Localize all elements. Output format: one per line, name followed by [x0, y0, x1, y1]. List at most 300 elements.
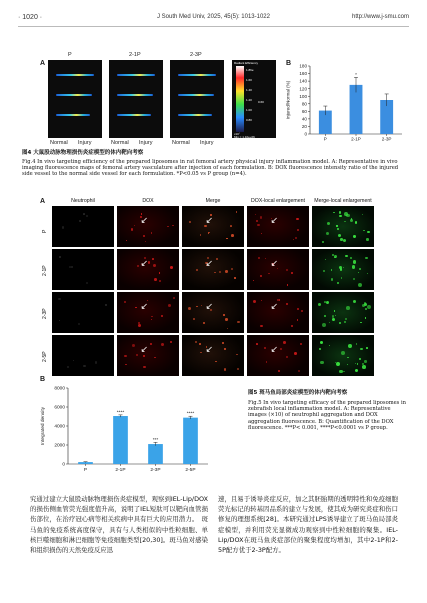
fluorescence-speck — [147, 300, 149, 302]
fig5-microscopy-tile — [247, 292, 309, 333]
fluorescence-speck — [343, 239, 346, 242]
fluorescence-speck — [279, 299, 281, 301]
x-tick-label: 2-1P — [351, 136, 361, 142]
fig5-row-label: 2-1P — [42, 264, 48, 276]
fluorescence-speck — [367, 231, 370, 234]
fluorescence-speck — [203, 322, 205, 324]
fluorescence-speck — [196, 269, 198, 271]
colorbar-tick: 0.80 — [246, 118, 252, 122]
fluorescence-speck — [345, 255, 347, 257]
y-tick-label: 0 — [62, 462, 65, 468]
fluorescence-speck — [295, 237, 297, 239]
x-tick-label: 2-3P — [381, 136, 392, 142]
fluorescence-speck — [322, 323, 326, 327]
fluorescence-speck — [86, 215, 88, 217]
fluorescence-speck — [268, 273, 269, 274]
journal-url[interactable]: http://www.j-smu.com — [351, 14, 409, 20]
fluorescence-speck — [216, 258, 218, 260]
fig4-side-label: Normal — [111, 140, 129, 146]
fluorescence-speck — [365, 257, 368, 260]
x-tick-label: P — [323, 136, 327, 142]
fluorescence-speck — [193, 318, 195, 320]
colorbar-tick: 1.40 — [246, 88, 252, 92]
fluorescence-speck — [357, 363, 359, 365]
fluorescence-speck — [214, 272, 215, 273]
fluorescence-speck — [343, 371, 345, 373]
fluorescence-speck — [329, 345, 330, 346]
fluorescence-speck — [161, 315, 163, 317]
fluorescence-speck — [319, 348, 321, 350]
fluorescence-speck — [67, 366, 69, 368]
fluorescence-speck — [224, 348, 226, 350]
fluorescence-speck — [264, 347, 266, 349]
fluorescence-speck — [256, 343, 258, 345]
fluorescence-speck — [277, 299, 278, 300]
fig5-panel-b-letter: B — [40, 376, 46, 383]
fluorescence-speck — [297, 319, 299, 321]
arrow-icon: ↙ — [140, 259, 149, 270]
fig5-row-label: 2-3P — [42, 307, 48, 319]
y-tick-label: 100 — [299, 93, 307, 99]
fluorescence-speck — [341, 277, 342, 278]
fig5-microscopy-tile — [182, 335, 244, 376]
fluorescence-speck — [324, 301, 326, 303]
fig5-microscopy-tile — [312, 335, 374, 376]
fluorescence-speck — [137, 265, 139, 267]
fluorescence-speck — [159, 280, 160, 281]
fluorescence-speck — [336, 225, 337, 226]
fluorescence-speck — [200, 234, 202, 236]
fig4-caption-zh: 图4 大鼠股动脉物理损伤炎症模型的体内靶向考察 — [22, 150, 144, 156]
fig4-panel-a-letter: A — [40, 60, 46, 67]
fluorescence-speck — [208, 232, 209, 233]
fig4-side-label: Normal — [172, 140, 190, 146]
fluorescence-speck — [346, 306, 350, 310]
fluorescence-speck — [301, 310, 304, 313]
fluorescence-speck — [138, 324, 141, 327]
fig4-group-label: 2-3P — [190, 52, 202, 58]
fluorescence-speck — [237, 321, 240, 324]
fluorescence-speck — [265, 258, 266, 259]
fig5-row-label: 2-5P — [42, 350, 48, 362]
fluorescence-speck — [291, 272, 294, 275]
fluorescence-speck — [95, 361, 98, 364]
fluorescence-speck — [334, 310, 335, 311]
fluorescence-speck — [223, 314, 225, 316]
fluorescence-speck — [136, 354, 138, 356]
fluorescence-speck — [358, 272, 360, 274]
fluorescence-speck — [363, 230, 365, 232]
vessel-signal — [56, 74, 94, 76]
fluorescence-speck — [227, 328, 228, 329]
fluorescence-speck — [347, 357, 348, 358]
fluorescence-speck — [360, 348, 363, 351]
fluorescence-speck — [344, 321, 347, 324]
bar — [183, 418, 198, 464]
fluorescence-speck — [188, 307, 191, 310]
fig5-microscopy-tile — [247, 335, 309, 376]
fluorescence-speck — [170, 266, 173, 269]
y-tick-label: 80 — [301, 101, 307, 107]
fig5-column-title: DOX-local enlargement — [251, 198, 305, 204]
fluorescence-speck — [359, 358, 361, 360]
vessel-signal — [178, 94, 214, 96]
fig5-caption-en: Fig.5 In vivo targeting efficacy of the prepared liposomes in zebrafish local inflammation model. A: Representative images (×10) of neutrophil aggregation and DOX aggregation fluorescence. B: Quantification of the DOX fluorescence. ***P< 0.001, ****P<0.0001 vs P group. — [248, 400, 406, 431]
fluorescence-speck — [300, 343, 302, 345]
fluorescence-speck — [365, 317, 367, 319]
y-tick-label: 20 — [301, 124, 307, 130]
fluorescence-speck — [261, 300, 262, 301]
fig5-microscopy-tile — [247, 249, 309, 290]
fluorescence-speck — [326, 301, 329, 304]
fluorescence-speck — [340, 238, 343, 241]
fluorescence-speck — [323, 270, 325, 272]
fluorescence-speck — [159, 272, 160, 273]
page-number: · 1020 · — [18, 14, 43, 21]
fluorescence-speck — [339, 370, 343, 374]
fluorescence-speck — [124, 355, 127, 358]
colorbar-max: Min = 1.10e+06 — [234, 135, 255, 139]
fluorescence-speck — [293, 239, 294, 240]
body-text-right-column: 速，且易于诱导炎症反应，加之其胚胎期的透明特性和免疫细胞荧光标记的转基因品系的建立与发展，使其成为研究炎症和伤口修复的理想系统[28]。本研究通过LPS诱导建立了斑马鱼局部炎症模型，并利用荧光显微成功观察到中性粒细胞的聚集。IEL-Lip/DOX在斑马鱼炎症部位的聚集程度均增加，其中2-1P和2-5P配方优于2-3P配方。 — [218, 495, 398, 555]
fig5-column-title: Neutrophil — [71, 198, 95, 204]
fluorescence-speck — [234, 277, 236, 279]
fluorescence-speck — [355, 369, 358, 372]
fluorescence-speck — [154, 278, 157, 281]
fluorescence-speck — [236, 354, 238, 356]
colorbar-tick: 1.60 — [246, 78, 252, 82]
fluorescence-speck — [201, 305, 203, 307]
fluorescence-speck — [200, 352, 201, 353]
fluorescence-speck — [338, 234, 341, 237]
fluorescence-speck — [215, 361, 216, 362]
fig5-microscopy-tile — [247, 206, 309, 247]
fig5-microscopy-tile — [52, 292, 114, 333]
bar — [113, 416, 128, 464]
fluorescence-speck — [280, 348, 282, 350]
fluorescence-speck — [222, 342, 224, 344]
fluorescence-speck — [336, 362, 340, 366]
fig4-fluorescence-image — [109, 60, 163, 138]
y-tick-label: 160 — [299, 71, 307, 77]
fluorescence-speck — [260, 275, 262, 277]
fig5-microscopy-tile — [52, 249, 114, 290]
journal-citation: J South Med Univ, 2025, 45(5): 1013-1022 — [157, 14, 270, 20]
fluorescence-speck — [325, 259, 326, 260]
vessel-signal — [117, 74, 155, 76]
fluorescence-speck — [151, 232, 153, 234]
fig4-group-label: 2-1P — [129, 52, 141, 58]
fluorescence-speck — [195, 341, 197, 343]
fluorescence-speck — [253, 300, 256, 303]
significance-label: *** — [152, 437, 159, 443]
fluorescence-speck — [332, 318, 335, 321]
fluorescence-speck — [62, 226, 64, 228]
fluorescence-speck — [153, 264, 156, 267]
fluorescence-speck — [331, 278, 333, 280]
fluorescence-speck — [173, 297, 175, 299]
fluorescence-speck — [256, 220, 258, 222]
fig5-microscopy-tile — [182, 249, 244, 290]
fluorescence-speck — [326, 232, 329, 235]
fluorescence-speck — [332, 315, 334, 317]
fluorescence-speck — [225, 270, 228, 273]
fluorescence-speck — [141, 213, 143, 215]
fluorescence-speck — [366, 347, 368, 349]
fig5b-bar-chart — [38, 380, 214, 478]
fluorescence-speck — [168, 304, 171, 307]
fig4-panel-b-letter: B — [286, 60, 292, 67]
fluorescence-speck — [253, 280, 254, 281]
fluorescence-speck — [225, 318, 228, 321]
fig5-column-title: Merge — [205, 198, 221, 204]
fluorescence-speck — [134, 225, 135, 226]
fig4-side-label: Normal — [50, 140, 68, 146]
fluorescence-speck — [324, 315, 326, 317]
fluorescence-speck — [350, 257, 352, 259]
fluorescence-speck — [294, 352, 297, 355]
fluorescence-speck — [339, 215, 342, 218]
fluorescence-speck — [266, 361, 267, 362]
fluorescence-speck — [347, 364, 348, 365]
fluorescence-speck — [353, 260, 356, 263]
fluorescence-speck — [344, 221, 346, 223]
arrow-icon: ↙ — [205, 216, 214, 227]
fluorescence-speck — [337, 228, 339, 230]
fluorescence-speck — [353, 300, 356, 303]
y-axis-label: Injured/Normal (%) — [285, 80, 291, 120]
fluorescence-speck — [364, 360, 366, 362]
fluorescence-speck — [189, 221, 191, 223]
vessel-signal — [178, 74, 216, 76]
arrow-icon: ↙ — [270, 345, 279, 356]
fluorescence-speck — [152, 258, 154, 260]
significance-label: **** — [116, 410, 125, 416]
fluorescence-speck — [143, 235, 145, 237]
fig4-side-label: Injury — [200, 140, 214, 146]
fluorescence-speck — [226, 238, 228, 240]
y-tick-label: 2000 — [54, 443, 65, 449]
fluorescence-speck — [339, 322, 342, 325]
fluorescence-speck — [367, 273, 368, 274]
fluorescence-speck — [287, 284, 289, 286]
fluorescence-speck — [83, 213, 85, 215]
x-tick-label: 2-1P — [115, 467, 126, 473]
y-tick-label: 4000 — [54, 424, 65, 430]
body-text-left-column: 究通过建立大鼠股动脉物理损伤炎症模型，观察到IEL-Lip/DOX的损伤侧血管荧光强度值升高，说明了IEL短肽可以靶向血管损伤部位，在治疗冠心病等相关疾病中具有巨大的应用潜力。 斑马鱼的免疫系统高度保守，具有与人类相似的中性粒细胞、单核巨噬细胞和淋巴细胞等免疫细胞类型[20,30]。斑马鱼对感染和组织损伤的天然免疫反应迅 — [30, 495, 208, 555]
fluorescence-speck — [367, 305, 371, 309]
y-tick-label: 40 — [301, 116, 307, 122]
fluorescence-speck — [78, 323, 80, 325]
y-tick-label: 0 — [304, 131, 307, 137]
colorbar-units: 0.60 — [258, 100, 264, 104]
arrow-icon: ↙ — [140, 302, 149, 313]
y-tick-label: 60 — [301, 108, 307, 114]
fluorescence-speck — [296, 218, 298, 220]
fluorescence-speck — [341, 351, 345, 355]
fluorescence-speck — [345, 318, 347, 320]
fluorescence-speck — [86, 282, 88, 284]
fig5-column-title: Merge-local enlargement — [314, 198, 372, 204]
vessel-signal — [117, 114, 151, 116]
fluorescence-speck — [362, 214, 363, 215]
fluorescence-speck — [297, 308, 299, 310]
colorbar-tick: 1.86e — [246, 68, 254, 72]
vessel-signal — [56, 94, 92, 96]
arrow-icon: ↙ — [205, 345, 214, 356]
fluorescence-speck — [335, 315, 336, 316]
colorbar-gradient — [236, 66, 244, 132]
fluorescence-speck — [257, 224, 259, 226]
fluorescence-speck — [333, 212, 335, 214]
fluorescence-speck — [352, 265, 356, 269]
fluorescence-speck — [320, 341, 324, 345]
fluorescence-speck — [59, 256, 61, 258]
fluorescence-speck — [105, 304, 106, 305]
fluorescence-speck — [334, 255, 337, 258]
fluorescence-speck — [350, 219, 353, 222]
fig4-group-label: P — [68, 52, 72, 58]
fluorescence-speck — [329, 322, 330, 323]
arrow-icon: ↙ — [270, 216, 279, 227]
fig4-fluorescence-image — [48, 60, 102, 138]
colorbar-tick: 1.00 — [246, 108, 252, 112]
header-rule — [18, 26, 409, 27]
fluorescence-speck — [167, 226, 168, 227]
fluorescence-speck — [362, 365, 366, 369]
fluorescence-speck — [322, 241, 324, 243]
fig4-caption-en: Fig.4 In vivo targeting efficiency of the prepared liposomes in rat femoral artery physical injury inflammation model. A: Representative in vivo imaging fluorescence maps of femoral artery vasculature after injection of each formulation. B: DOX fluorescence intensity ratio of the injured side vessel to the normal side vessel for each formulation. *P<0.05 vs P group (n=4). — [22, 159, 399, 178]
fluorescence-speck — [356, 343, 358, 345]
colorbar-tick: 1.20 — [246, 98, 252, 102]
arrow-icon: ↙ — [205, 302, 214, 313]
fluorescence-speck — [355, 221, 357, 223]
fluorescence-speck — [126, 240, 127, 241]
fluorescence-speck — [348, 344, 352, 348]
fluorescence-speck — [359, 268, 361, 270]
fluorescence-speck — [161, 343, 164, 346]
fluorescence-speck — [236, 211, 238, 213]
colorbar-panel — [232, 60, 276, 138]
y-tick-label: 8000 — [54, 386, 65, 392]
fluorescence-speck — [231, 234, 234, 237]
fluorescence-speck — [365, 308, 367, 310]
y-tick-label: 6000 — [54, 405, 65, 411]
arrow-icon: ↙ — [140, 216, 149, 227]
arrow-icon: ↙ — [205, 259, 214, 270]
fluorescence-speck — [151, 316, 152, 317]
fluorescence-speck — [339, 211, 341, 213]
fig4-fluorescence-image — [170, 60, 224, 138]
fig5-panel-a-letter: A — [40, 198, 46, 205]
fluorescence-speck — [199, 343, 201, 345]
fig4-side-label: Injury — [78, 140, 92, 146]
fluorescence-speck — [258, 257, 260, 259]
fluorescence-speck — [278, 370, 280, 372]
fluorescence-speck — [260, 325, 262, 327]
fluorescence-speck — [172, 225, 173, 226]
fluorescence-speck — [261, 233, 262, 234]
fig5-row-label: P — [42, 229, 48, 233]
fluorescence-speck — [131, 228, 133, 230]
fig5-column-title: DOX — [142, 198, 154, 204]
fig5-microscopy-tile — [182, 206, 244, 247]
vessel-signal — [178, 114, 212, 116]
significance-label: **** — [186, 411, 195, 417]
fluorescence-speck — [291, 325, 293, 327]
y-axis-label: Integrated density — [40, 406, 46, 446]
fluorescence-speck — [366, 238, 368, 240]
vessel-signal — [117, 94, 153, 96]
vessel-signal — [56, 114, 90, 116]
bar — [148, 444, 163, 464]
fluorescence-speck — [219, 271, 222, 274]
y-tick-label: 120 — [299, 86, 307, 92]
fig5-microscopy-tile — [182, 292, 244, 333]
fig5-microscopy-tile — [52, 206, 114, 247]
fluorescence-speck — [230, 225, 232, 227]
fluorescence-speck — [143, 366, 146, 369]
fluorescence-speck — [135, 307, 137, 309]
fluorescence-speck — [298, 370, 300, 372]
fluorescence-speck — [320, 361, 324, 365]
fluorescence-speck — [125, 364, 127, 366]
fig5-caption-zh: 图5 斑马鱼局部炎症模型的体内靶向考察 — [248, 390, 348, 396]
fig5-microscopy-tile — [52, 335, 114, 376]
fig5-microscopy-tile — [117, 206, 179, 247]
fluorescence-speck — [132, 344, 135, 347]
fig5-microscopy-tile — [117, 249, 179, 290]
arrow-icon: ↙ — [270, 302, 279, 313]
fluorescence-speck — [231, 268, 233, 270]
fluorescence-speck — [79, 220, 81, 222]
fluorescence-speck — [224, 368, 226, 370]
colorbar-title: Radiant Efficiency — [234, 61, 258, 65]
fluorescence-speck — [286, 269, 288, 271]
fluorescence-speck — [255, 214, 256, 215]
fluorescence-speck — [145, 241, 146, 242]
fluorescence-speck — [124, 301, 126, 303]
fluorescence-speck — [331, 269, 332, 270]
x-tick-label: 2-5P — [185, 467, 196, 473]
fluorescence-speck — [150, 343, 152, 345]
y-tick-label: 140 — [299, 78, 307, 84]
fig5-microscopy-tile — [117, 292, 179, 333]
fluorescence-speck — [327, 222, 330, 225]
fluorescence-speck — [196, 306, 197, 307]
fluorescence-speck — [151, 319, 152, 320]
fluorescence-speck — [237, 368, 239, 370]
arrow-icon: ↙ — [140, 345, 149, 356]
fluorescence-speck — [58, 298, 60, 300]
fluorescence-speck — [343, 267, 344, 268]
colorbar-min: x10⁷ — [234, 132, 240, 136]
fluorescence-speck — [170, 341, 172, 343]
fluorescence-speck — [337, 282, 339, 284]
fluorescence-speck — [286, 303, 288, 305]
fluorescence-speck — [260, 216, 263, 219]
fig5-microscopy-tile — [312, 292, 374, 333]
fluorescence-speck — [73, 360, 74, 361]
fig4b-bar-chart — [284, 60, 409, 148]
fluorescence-speck — [346, 214, 350, 218]
fig4-side-label: Injury — [139, 140, 153, 146]
fig5-microscopy-tile — [312, 249, 374, 290]
fluorescence-speck — [59, 320, 60, 321]
fluorescence-speck — [360, 322, 361, 323]
fluorescence-speck — [353, 278, 355, 280]
fluorescence-speck — [283, 341, 286, 344]
